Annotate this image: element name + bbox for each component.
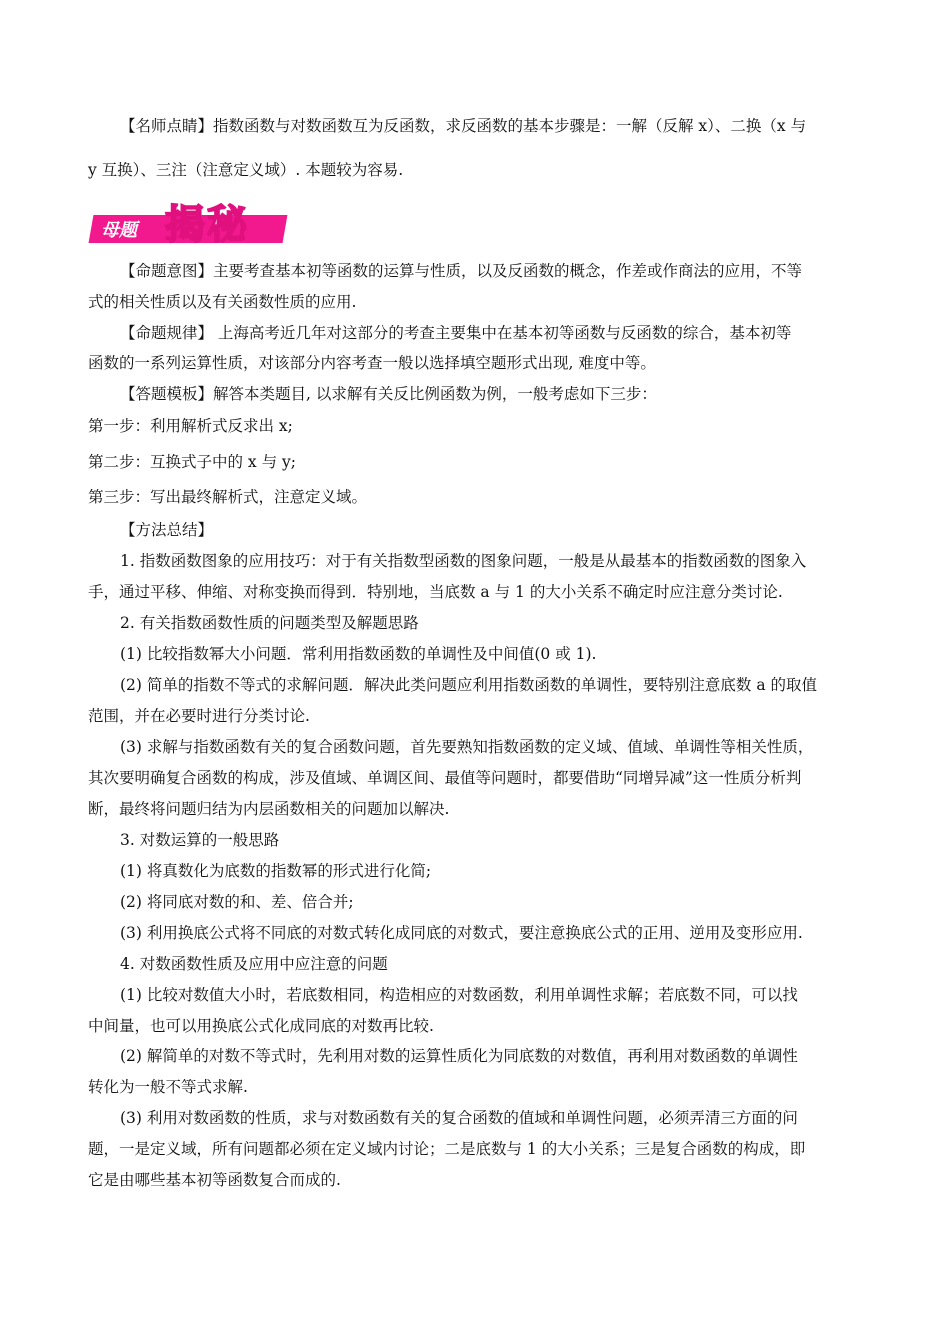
text-line: 1. 指数函数图象的应用技巧：对于有关指数型函数的图象问题，一般是从最基本的指数函数的图象入 (120, 552, 807, 570)
text-line: 其次要明确复合函数的构成，涉及值域、单调区间、最值等问题时，都要借助“同增异减”这一性质分析判 (88, 769, 802, 787)
text-line: (1) 比较对数值大小时，若底数相同，构造相应的对数函数，利用单调性求解；若底数不同，可以找 (120, 986, 798, 1004)
text-line: 中间量，也可以用换底公式化成同底的对数再比较. (88, 1017, 434, 1035)
text-line: (3) 利用对数函数的性质，求与对数函数有关的复合函数的值域和单调性问题，必须弄清三方面的问 (120, 1109, 798, 1127)
text-line: (3) 求解与指数函数有关的复合函数问题，首先要熟知指数函数的定义域、值域、单调性等相关性质， (120, 738, 814, 756)
text-line: 它是由哪些基本初等函数复合而成的. (88, 1171, 341, 1189)
banner-subtitle: 母题 (101, 220, 137, 241)
text-line: 4. 对数函数性质及应用中应注意的问题 (120, 955, 388, 973)
text-line: (1) 比较指数幂大小问题．常利用指数函数的单调性及中间值(0 或 1). (120, 645, 597, 663)
text-line: 3. 对数运算的一般思路 (120, 831, 280, 849)
text-line: (2) 简单的指数不等式的求解问题．解决此类问题应利用指数函数的单调性，要特别注意底数 a 的取值 (120, 676, 817, 694)
text-line: 第一步：利用解析式反求出 x; (88, 417, 293, 435)
text-line: (1) 将真数化为底数的指数幂的形式进行化简; (120, 862, 432, 880)
intro-line-2: y 互换）、三注（注意定义域）. 本题较为容易. (88, 161, 404, 179)
text-line: 式的相关性质以及有关函数性质的应用. (88, 293, 357, 311)
text-line: 第二步：互换式子中的 x 与 y; (88, 453, 297, 471)
section-banner (91, 193, 285, 247)
text-line: 第三步：写出最终解析式，注意定义域。 (88, 488, 368, 506)
text-line: 【方法总结】 (120, 521, 214, 539)
text-line: 题，一是定义域，所有问题都必须在定义域内讨论；二是底数与 1 的大小关系；三是复合函数的构成，即 (88, 1140, 806, 1158)
text-line: 【答题模板】解答本类题目, 以求解有关反比例函数为例，一般考虑如下三步： (120, 385, 657, 403)
text-line: 2. 有关指数函数性质的问题类型及解题思路 (120, 614, 419, 632)
text-line: (2) 将同底对数的和、差、倍合并; (120, 893, 354, 911)
text-line: 【命题规律】 上海高考近几年对这部分的考查主要集中在基本初等函数与反函数的综合，基本初等 (120, 324, 792, 342)
text-line: 【命题意图】主要考查基本初等函数的运算与性质，以及反函数的概念，作差或作商法的应用，不等 (120, 262, 803, 280)
intro-line-1: 【名师点睛】指数函数与对数函数互为反函数，求反函数的基本步骤是：一解（反解 x）、二换（x 与 (120, 117, 807, 135)
banner-title: 揭秘 (165, 202, 249, 248)
text-line: 手，通过平移、伸缩、对称变换而得到．特别地，当底数 a 与 1 的大小关系不确定时应注意分类讨论. (88, 583, 783, 601)
text-line: 断，最终将问题归结为内层函数相关的问题加以解决. (88, 800, 450, 818)
text-line: 函数的一系列运算性质，对该部分内容考查一般以选择填空题形式出现, 难度中等。 (88, 354, 656, 372)
text-line: 范围，并在必要时进行分类讨论. (88, 707, 310, 725)
text-line: (3) 利用换底公式将不同底的对数式转化成同底的对数式，要注意换底公式的正用、逆用及变形应用. (120, 924, 803, 942)
text-line: (2) 解简单的对数不等式时，先利用对数的运算性质化为同底数的对数值，再利用对数函数的单调性 (120, 1047, 798, 1065)
text-line: 转化为一般不等式求解. (88, 1078, 248, 1096)
